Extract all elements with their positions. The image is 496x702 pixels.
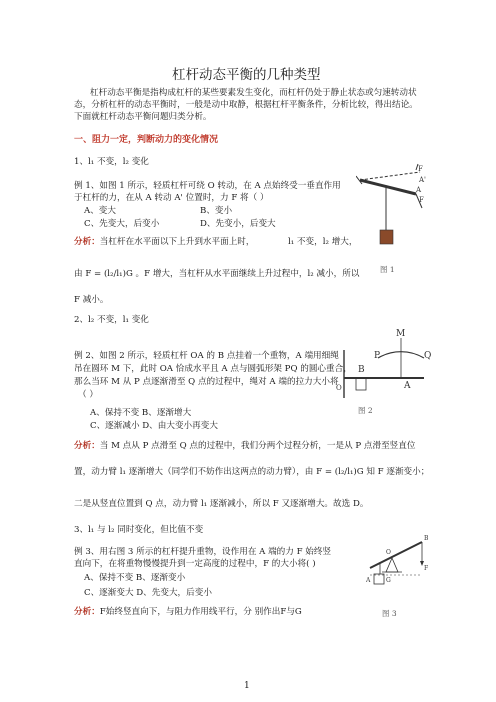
ex2-stem-line-3: 那么当环 M 从 P 点逐渐滑至 Q 点的过程中，绳对 A 端的拉力大小将: [74, 377, 339, 387]
ex3-options-cd: C、逐渐变大 D、先变大，后变小: [84, 588, 212, 598]
ex1-option-d: D、先变小，后变大: [200, 219, 276, 229]
ex1-option-c: C、先变大，后变小: [84, 219, 160, 229]
ex3-options-ab: A、保持不变 B、逐渐变小: [84, 573, 186, 583]
intro-line-1: 杠杆动态平衡是指构成杠杆的某些要素发生变化，而杠杆仍处于静止状态或匀速转动状: [90, 88, 417, 98]
figure-3-diagram: [366, 530, 432, 604]
fig3-label-g: G: [386, 577, 391, 584]
page-title: 杠杆动态平衡的几种类型: [172, 67, 321, 83]
ex1-option-a: A、变大: [84, 206, 116, 216]
section-heading-1: 一、阻力一定，判断动力的变化情况: [74, 135, 219, 145]
fig2-label-m: M: [396, 329, 406, 339]
figure-1-caption: 图 1: [380, 265, 395, 274]
ex1-analysis-line-1b: l₁ 不变，l₂ 增大，: [288, 237, 358, 247]
fig2-label-q: Q: [424, 351, 432, 361]
fig1-label-a: A: [416, 186, 422, 194]
fig3-label-b: B: [424, 535, 429, 542]
subheading-1: 1、l₁ 不变，l₂ 变化: [74, 157, 149, 167]
subheading-2: 2、l₂ 不变，l₁ 变化: [74, 315, 149, 325]
ex2-stem-line-1: 例 2、如图 2 所示，轻质杠杆 OA 的 B 点挂着一个重物，A 端用细绳: [74, 351, 339, 361]
ex2-analysis-line-2: 置，动力臂 l₁ 逐渐增大（同学们不妨作出这两点的动力臂），由 F = (l₂/l₁)G 知 F 逐渐变小；: [74, 467, 430, 477]
fig2-label-p: P: [374, 351, 381, 361]
ex1-option-b: B、变小: [200, 206, 233, 216]
fig2-label-b: B: [358, 365, 365, 375]
ex2-options-ab: A、保持不变 B、逐渐增大: [90, 408, 192, 418]
ex2-analysis-line-3: 二是从竖直位置到 Q 点，动力臂 l₁ 逐渐减小，所以 F 又逐渐增大。故选 D。: [74, 499, 369, 509]
subheading-3: 3、l₁ 与 l₂ 同时变化，但比值不变: [74, 525, 204, 535]
fig2-label-a: A: [404, 381, 411, 391]
ex2-stem-line-2: 吊在圆环 M 下，此时 OA 恰成水平且 A 点与圆弧形架 PQ 的圆心重合，: [74, 364, 352, 374]
page-number: 1: [244, 681, 250, 691]
ex3-stem-line-1: 例 3、用右图 3 所示的杠杆提升重物，设作用在 A 端的力 F 始终竖: [74, 547, 332, 557]
fig1-label-a-prime: A': [419, 176, 426, 184]
ex1-stem-line-2: 于杠杆的力，在从 A 转动 A' 位置时，力 F 将（ ）: [74, 193, 269, 203]
ex2-options-cd: C、逐渐减小 D、由大变小再变大: [90, 421, 218, 431]
fig2-label-o: O: [336, 384, 342, 392]
fig3-label-f: F: [424, 565, 429, 572]
ex3-stem-line-2: 直向下，在将重物慢慢提升到一定高度的过程中，F 的大小将( ): [74, 559, 316, 569]
fig1-label-f-bottom: F: [419, 196, 424, 204]
figure-2-diagram: [336, 328, 436, 404]
ex1-stem-line-1: 例 1、如图 1 所示，轻质杠杆可绕 O 转动，在 A 点始终受一垂直作用: [74, 181, 341, 191]
ex1-analysis-line-1: 当杠杆在水平面以下上升到水平面上时，: [99, 237, 255, 247]
ex1-analysis-label: 分析：: [74, 237, 100, 247]
ex3-analysis-label: 分析：: [74, 607, 100, 617]
intro-line-3: 下面就杠杆动态平衡问题归类分析。: [74, 112, 212, 122]
figure-1-diagram: [356, 162, 426, 262]
fig3-label-a: A: [366, 577, 371, 584]
fig3-label-o: O: [386, 549, 391, 556]
ex2-analysis-label: 分析：: [74, 441, 100, 451]
ex2-stem-line-4: （ ）: [78, 390, 98, 400]
ex1-analysis-line-2: 由 F = (l₂/l₁)G 。F 增大，当杠杆从水平面继续上升过程中，l₂ 减小，所以: [74, 269, 360, 279]
ex2-analysis-line-1: 当 M 点从 P 点滑至 Q 点的过程中，我们分两个过程分析，一是从 P 点滑至竖直位: [99, 441, 416, 451]
ex3-analysis-line-1: F始终竖直向下，与阻力作用线平行，分 别作出F与G: [99, 607, 302, 617]
figure-3-caption: 图 3: [382, 609, 397, 618]
figure-2-caption: 图 2: [358, 406, 373, 415]
intro-line-2: 态，分析杠杆的动态平衡时，一般是动中取静，根据杠杆平衡条件，分析比较，得出结论。: [74, 100, 418, 110]
ex1-analysis-line-3: F 减小。: [74, 295, 109, 305]
fig1-label-f-top: F: [418, 165, 423, 173]
